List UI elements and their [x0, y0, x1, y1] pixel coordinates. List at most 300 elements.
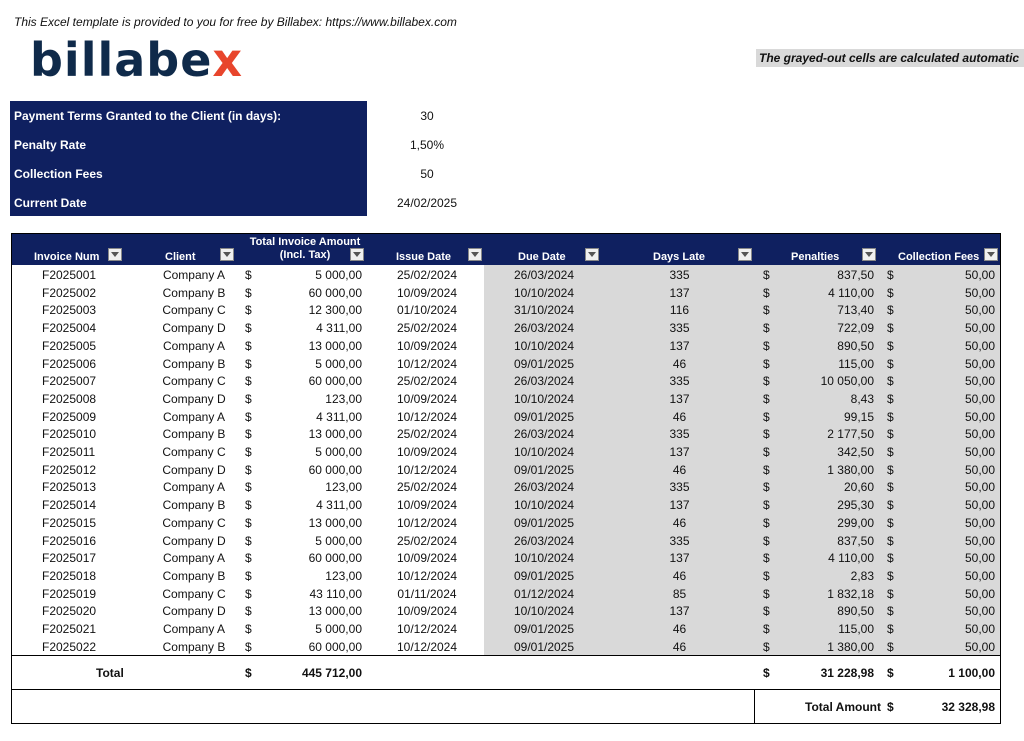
cell-amount[interactable]: 5 000,00 — [315, 445, 362, 459]
cell-issue-date[interactable]: 01/10/2024 — [396, 303, 458, 318]
totals-fees: 1 100,00 — [948, 666, 995, 680]
header-total-line1: Total Invoice Amount — [249, 236, 361, 248]
cell-amount-currency: $ — [245, 498, 252, 513]
cell-amount[interactable]: 5 000,00 — [315, 356, 362, 371]
cell-client[interactable]: Company C — [162, 303, 226, 318]
table-row — [12, 461, 1000, 479]
param-label-payment-terms: Payment Terms Granted to the Client (in days): — [14, 109, 282, 123]
cell-client[interactable]: Company A — [162, 551, 226, 566]
cell-invoice-num[interactable]: F2025001 — [42, 268, 97, 282]
cell-due-date[interactable]: 10/10/2024 — [513, 551, 575, 566]
cell-amount[interactable]: 123,00 — [325, 391, 362, 406]
cell-amount[interactable]: 13 000,00 — [308, 338, 362, 353]
cell-penalties-currency: $ — [763, 533, 770, 548]
cell-invoice-num[interactable]: F2025008 — [42, 391, 97, 406]
cell-invoice-num[interactable]: F2025022 — [42, 639, 97, 654]
header-due-date: Due Date — [518, 251, 566, 263]
cell-collection-fees[interactable]: 50,00 — [964, 303, 995, 318]
cell-days-late[interactable]: 137 — [669, 604, 690, 619]
cell-collection-fees[interactable]: 50,00 — [964, 533, 995, 548]
cell-amount-currency: $ — [245, 568, 252, 583]
cell-invoice-num[interactable]: F2025020 — [42, 604, 97, 619]
param-value-payment-terms[interactable]: 30 — [420, 109, 434, 123]
cell-amount-currency: $ — [245, 533, 252, 548]
cell-days-late[interactable]: 46 — [672, 515, 687, 530]
table-row — [12, 514, 1000, 532]
cell-issue-date[interactable]: 10/12/2024 — [396, 622, 458, 636]
totals-amount-currency: $ — [245, 666, 252, 680]
cell-due-date[interactable]: 26/03/2024 — [513, 268, 575, 282]
cell-invoice-num[interactable]: F2025012 — [42, 462, 97, 477]
cell-penalties[interactable]: 1 832,18 — [827, 586, 874, 601]
cell-client[interactable]: Company C — [162, 586, 226, 601]
cell-due-date[interactable]: 10/10/2024 — [513, 604, 575, 619]
filter-issue-date-icon[interactable] — [468, 248, 482, 261]
cell-penalties-currency: $ — [763, 321, 770, 336]
cell-client[interactable]: Company D — [162, 533, 226, 548]
cell-due-date[interactable]: 26/03/2024 — [513, 480, 575, 495]
totals-label: Total — [96, 666, 124, 680]
cell-penalties-currency: $ — [763, 303, 770, 318]
cell-penalties[interactable]: 837,50 — [837, 268, 874, 282]
billabex-logo — [30, 33, 244, 87]
cell-penalties-currency: $ — [763, 480, 770, 495]
cell-client[interactable]: Company A — [162, 268, 226, 282]
table-row — [12, 390, 1000, 408]
cell-penalties[interactable]: 713,40 — [837, 303, 874, 318]
cell-penalties[interactable]: 342,50 — [837, 445, 874, 459]
table-row — [12, 549, 1000, 567]
cell-collection-fees[interactable]: 50,00 — [964, 568, 995, 583]
cell-client[interactable]: Company B — [162, 568, 226, 583]
cell-penalties-currency: $ — [763, 551, 770, 566]
table-row — [12, 532, 1000, 550]
param-label-penalty-rate: Penalty Rate — [14, 138, 87, 152]
cell-penalties[interactable]: 837,50 — [837, 533, 874, 548]
cell-client[interactable]: Company B — [162, 285, 226, 300]
cell-invoice-num[interactable]: F2025013 — [42, 480, 97, 495]
cell-collection-fees[interactable]: 50,00 — [964, 445, 995, 459]
cell-issue-date[interactable]: 10/12/2024 — [396, 409, 458, 424]
cell-penalties[interactable]: 99,15 — [843, 409, 874, 424]
cell-invoice-num[interactable]: F2025006 — [42, 356, 97, 371]
cell-issue-date[interactable]: 10/12/2024 — [396, 568, 458, 583]
header-client: Client — [165, 251, 196, 263]
cell-collection-fees[interactable]: 50,00 — [964, 480, 995, 495]
table-row — [12, 319, 1000, 337]
cell-fees-currency: $ — [887, 338, 894, 353]
cell-penalties-currency: $ — [763, 604, 770, 619]
cell-amount[interactable]: 60 000,00 — [308, 462, 362, 477]
cell-penalties[interactable]: 4 110,00 — [828, 285, 874, 300]
param-label-collection-fees: Collection Fees — [14, 167, 103, 181]
cell-fees-currency: $ — [887, 604, 894, 619]
cell-collection-fees[interactable]: 50,00 — [964, 515, 995, 530]
table-row — [12, 425, 1000, 443]
header-issue-date: Issue Date — [396, 251, 452, 263]
cell-fees-currency: $ — [887, 639, 894, 654]
cell-penalties-currency: $ — [763, 285, 770, 300]
cell-days-late[interactable]: 137 — [669, 391, 690, 406]
cell-fees-currency: $ — [887, 445, 894, 459]
cell-due-date[interactable]: 01/12/2024 — [513, 586, 575, 601]
cell-collection-fees[interactable]: 50,00 — [964, 409, 995, 424]
param-label-current-date: Current Date — [14, 196, 87, 210]
cell-days-late[interactable]: 46 — [672, 622, 687, 636]
cell-amount-currency: $ — [245, 462, 252, 477]
totals-fees-currency: $ — [887, 666, 894, 680]
cell-client[interactable]: Company B — [162, 427, 226, 442]
cell-days-late[interactable]: 137 — [669, 338, 690, 353]
table-row — [12, 408, 1000, 426]
logo-x: x — [212, 33, 244, 87]
cell-penalties-currency: $ — [763, 568, 770, 583]
cell-client[interactable]: Company B — [162, 639, 226, 654]
cell-amount-currency: $ — [245, 586, 252, 601]
cell-due-date[interactable]: 09/01/2025 — [513, 462, 575, 477]
cell-due-date[interactable]: 26/03/2024 — [513, 374, 575, 389]
filter-total-icon[interactable] — [350, 248, 364, 261]
filter-due-date-icon[interactable] — [585, 248, 599, 261]
cell-days-late[interactable]: 335 — [669, 533, 690, 548]
cell-collection-fees[interactable]: 50,00 — [964, 622, 995, 636]
cell-amount[interactable]: 5 000,00 — [315, 533, 362, 548]
cell-amount[interactable]: 13 000,00 — [308, 427, 362, 442]
cell-penalties-currency: $ — [763, 338, 770, 353]
table-row — [12, 638, 1000, 656]
cell-client[interactable]: Company A — [162, 622, 226, 636]
cell-collection-fees[interactable]: 50,00 — [964, 551, 995, 566]
cell-amount[interactable]: 5 000,00 — [315, 622, 362, 636]
header-total-line2: (Incl. Tax) — [279, 249, 331, 261]
cell-fees-currency: $ — [887, 391, 894, 406]
cell-issue-date[interactable]: 10/09/2024 — [396, 391, 458, 406]
cell-penalties-currency: $ — [763, 462, 770, 477]
cell-invoice-num[interactable]: F2025009 — [42, 409, 97, 424]
cell-penalties[interactable]: 115,00 — [838, 622, 874, 636]
cell-days-late[interactable]: 137 — [669, 285, 690, 300]
cell-client[interactable]: Company A — [162, 409, 226, 424]
cell-fees-currency: $ — [887, 480, 894, 495]
cell-issue-date[interactable]: 10/09/2024 — [396, 285, 458, 300]
cell-fees-currency: $ — [887, 622, 894, 636]
cell-penalties-currency: $ — [763, 515, 770, 530]
cell-amount-currency: $ — [245, 268, 252, 282]
cell-amount[interactable]: 4 311,00 — [316, 321, 362, 336]
template-credit: This Excel template is provided to you for free by Billabex: https://www.billabex.com — [14, 15, 457, 29]
cell-client[interactable]: Company C — [162, 445, 226, 459]
cell-issue-date[interactable]: 25/02/2024 — [396, 374, 458, 389]
cell-amount[interactable]: 12 300,00 — [308, 303, 362, 318]
table-row — [12, 337, 1000, 355]
cell-fees-currency: $ — [887, 268, 894, 282]
filter-collection-fees-icon[interactable] — [984, 248, 998, 261]
header-invoice-num: Invoice Num — [34, 251, 100, 263]
cell-fees-currency: $ — [887, 285, 894, 300]
header-penalties: Penalties — [791, 251, 840, 263]
table-header — [12, 234, 1000, 265]
cell-fees-currency: $ — [887, 498, 894, 513]
cell-amount-currency: $ — [245, 338, 252, 353]
cell-issue-date[interactable]: 25/02/2024 — [396, 321, 458, 336]
cell-issue-date[interactable]: 25/02/2024 — [396, 268, 458, 282]
cell-client[interactable]: Company A — [162, 480, 226, 495]
cell-invoice-num[interactable]: F2025004 — [42, 321, 97, 336]
cell-invoice-num[interactable]: F2025018 — [42, 568, 97, 583]
cell-issue-date[interactable]: 10/12/2024 — [396, 515, 458, 530]
cell-amount[interactable]: 60 000,00 — [308, 551, 362, 566]
cell-collection-fees[interactable]: 50,00 — [964, 268, 995, 282]
totals-amount: 445 712,00 — [301, 666, 362, 680]
cell-due-date[interactable]: 10/10/2024 — [513, 445, 575, 459]
cell-penalties[interactable]: 295,30 — [837, 498, 874, 513]
cell-days-late[interactable]: 46 — [672, 409, 687, 424]
cell-client[interactable]: Company C — [162, 374, 226, 389]
cell-penalties[interactable]: 4 110,00 — [828, 551, 874, 566]
filter-days-late-icon[interactable] — [738, 248, 752, 261]
cell-issue-date[interactable]: 10/12/2024 — [396, 356, 458, 371]
cell-due-date[interactable]: 09/01/2025 — [513, 639, 575, 654]
cell-amount-currency: $ — [245, 303, 252, 318]
cell-days-late[interactable]: 335 — [669, 268, 690, 282]
table-row — [12, 602, 1000, 620]
cell-penalties[interactable]: 2,83 — [850, 568, 874, 583]
cell-amount[interactable]: 60 000,00 — [308, 374, 362, 389]
cell-collection-fees[interactable]: 50,00 — [964, 374, 995, 389]
cell-client[interactable]: Company B — [162, 498, 226, 513]
cell-collection-fees[interactable]: 50,00 — [964, 391, 995, 406]
param-value-current-date[interactable]: 24/02/2025 — [396, 196, 458, 210]
cell-amount-currency: $ — [245, 515, 252, 530]
totals-top-rule — [12, 655, 1000, 656]
cell-amount[interactable]: 5 000,00 — [315, 268, 362, 282]
logo-text: billabe — [30, 33, 213, 87]
cell-collection-fees[interactable]: 50,00 — [964, 462, 995, 477]
cell-invoice-num[interactable]: F2025016 — [42, 533, 97, 548]
cell-collection-fees[interactable]: 50,00 — [964, 586, 995, 601]
cell-client[interactable]: Company D — [162, 321, 226, 336]
cell-issue-date[interactable]: 25/02/2024 — [396, 480, 458, 495]
cell-fees-currency: $ — [887, 515, 894, 530]
cell-collection-fees[interactable]: 50,00 — [964, 338, 995, 353]
cell-amount-currency: $ — [245, 409, 252, 424]
cell-penalties-currency: $ — [763, 374, 770, 389]
cell-invoice-num[interactable]: F2025002 — [42, 285, 97, 300]
cell-due-date[interactable]: 10/10/2024 — [513, 338, 575, 353]
table-row — [12, 567, 1000, 585]
cell-invoice-num[interactable]: F2025019 — [42, 586, 97, 601]
cell-penalties[interactable]: 722,09 — [837, 321, 874, 336]
param-value-penalty-rate[interactable]: 1,50% — [409, 138, 445, 152]
cell-due-date[interactable]: 26/03/2024 — [513, 321, 575, 336]
cell-collection-fees[interactable]: 50,00 — [964, 356, 995, 371]
cell-amount[interactable]: 60 000,00 — [308, 639, 362, 654]
cell-collection-fees[interactable]: 50,00 — [964, 285, 995, 300]
cell-issue-date[interactable]: 10/09/2024 — [396, 338, 458, 353]
cell-penalties-currency: $ — [763, 445, 770, 459]
cell-penalties-currency: $ — [763, 356, 770, 371]
cell-penalties[interactable]: 1 380,00 — [827, 639, 874, 654]
cell-fees-currency: $ — [887, 568, 894, 583]
cell-issue-date[interactable]: 10/09/2024 — [396, 551, 458, 566]
cell-penalties[interactable]: 890,50 — [837, 604, 874, 619]
cell-client[interactable]: Company D — [162, 391, 226, 406]
cell-amount-currency: $ — [245, 427, 252, 442]
cell-amount-currency: $ — [245, 480, 252, 495]
cell-amount[interactable]: 13 000,00 — [308, 604, 362, 619]
cell-penalties[interactable]: 8,43 — [850, 391, 874, 406]
cell-penalties[interactable]: 299,00 — [837, 515, 874, 530]
cell-penalties[interactable]: 20,60 — [843, 480, 874, 495]
cell-issue-date[interactable]: 25/02/2024 — [396, 427, 458, 442]
total-amount-currency: $ — [887, 700, 894, 714]
table-row — [12, 496, 1000, 514]
cell-fees-currency: $ — [887, 321, 894, 336]
cell-invoice-num[interactable]: F2025017 — [42, 551, 97, 566]
cell-amount[interactable]: 123,00 — [325, 480, 362, 495]
cell-due-date[interactable]: 09/01/2025 — [513, 568, 575, 583]
table-row — [12, 620, 1000, 638]
table-row — [12, 284, 1000, 302]
table-row — [12, 372, 1000, 390]
cell-collection-fees[interactable]: 50,00 — [964, 427, 995, 442]
cell-amount-currency: $ — [245, 604, 252, 619]
cell-penalties[interactable]: 1 380,00 — [827, 462, 874, 477]
cell-penalties-currency: $ — [763, 391, 770, 406]
cell-penalties-currency: $ — [763, 409, 770, 424]
cell-fees-currency: $ — [887, 356, 894, 371]
cell-days-late[interactable]: 335 — [669, 480, 690, 495]
cell-amount-currency: $ — [245, 391, 252, 406]
totals-penalties: 31 228,98 — [820, 666, 874, 680]
cell-penalties[interactable]: 10 050,00 — [820, 374, 874, 389]
cell-collection-fees[interactable]: 50,00 — [964, 604, 995, 619]
cell-fees-currency: $ — [887, 462, 894, 477]
cell-days-late[interactable]: 335 — [669, 321, 690, 336]
cell-invoice-num[interactable]: F2025003 — [42, 303, 97, 318]
cell-amount[interactable]: 43 110,00 — [309, 586, 362, 601]
cell-issue-date[interactable]: 25/02/2024 — [396, 533, 458, 548]
cell-collection-fees[interactable]: 50,00 — [964, 498, 995, 513]
cell-amount[interactable]: 4 311,00 — [316, 409, 362, 424]
cell-due-date[interactable]: 26/03/2024 — [513, 533, 575, 548]
cell-client[interactable]: Company A — [162, 338, 226, 353]
cell-amount-currency: $ — [245, 445, 252, 459]
cell-invoice-num[interactable]: F2025015 — [42, 515, 97, 530]
cell-fees-currency: $ — [887, 533, 894, 548]
parameters-panel — [10, 101, 367, 216]
cell-client[interactable]: Company C — [162, 515, 226, 530]
cell-days-late[interactable]: 46 — [672, 639, 687, 654]
cell-fees-currency: $ — [887, 551, 894, 566]
cell-days-late[interactable]: 46 — [672, 356, 687, 371]
cell-days-late[interactable]: 335 — [669, 427, 690, 442]
cell-days-late[interactable]: 137 — [669, 551, 690, 566]
cell-issue-date[interactable]: 10/09/2024 — [396, 445, 458, 459]
cell-amount[interactable]: 60 000,00 — [308, 285, 362, 300]
cell-amount[interactable]: 123,00 — [325, 568, 362, 583]
cell-amount-currency: $ — [245, 551, 252, 566]
cell-penalties[interactable]: 115,00 — [838, 356, 874, 371]
filter-client-icon[interactable] — [220, 248, 234, 261]
cell-issue-date[interactable]: 10/09/2024 — [396, 604, 458, 619]
param-value-collection-fees[interactable]: 50 — [420, 167, 434, 181]
cell-penalties-currency: $ — [763, 639, 770, 654]
cell-collection-fees[interactable]: 50,00 — [964, 321, 995, 336]
cell-due-date[interactable]: 26/03/2024 — [513, 427, 575, 442]
cell-amount[interactable]: 13 000,00 — [308, 515, 362, 530]
cell-days-late[interactable]: 46 — [672, 568, 687, 583]
cell-penalties[interactable]: 2 177,50 — [827, 427, 874, 442]
table-row — [12, 478, 1000, 496]
cell-invoice-num[interactable]: F2025007 — [42, 374, 97, 389]
cell-issue-date[interactable]: 10/09/2024 — [396, 498, 458, 513]
cell-client[interactable]: Company D — [162, 462, 226, 477]
cell-client[interactable]: Company B — [162, 356, 226, 371]
cell-amount-currency: $ — [245, 285, 252, 300]
cell-penalties-currency: $ — [763, 268, 770, 282]
cell-due-date[interactable]: 10/10/2024 — [513, 498, 575, 513]
cell-fees-currency: $ — [887, 409, 894, 424]
cell-days-late[interactable]: 46 — [672, 462, 687, 477]
cell-issue-date[interactable]: 10/12/2024 — [396, 462, 458, 477]
filter-invoice-num-icon[interactable] — [108, 248, 122, 261]
table-row — [12, 585, 1000, 603]
cell-amount[interactable]: 4 311,00 — [316, 498, 362, 513]
cell-client[interactable]: Company D — [162, 604, 226, 619]
cell-penalties-currency: $ — [763, 586, 770, 601]
total-amount-value: 32 328,98 — [941, 700, 995, 714]
cell-amount-currency: $ — [245, 622, 252, 636]
cell-due-date[interactable]: 09/01/2025 — [513, 515, 575, 530]
cell-invoice-num[interactable]: F2025011 — [42, 445, 96, 459]
cell-due-date[interactable]: 10/10/2024 — [513, 391, 575, 406]
cell-due-date[interactable]: 09/01/2025 — [513, 409, 575, 424]
total-amount-divider — [754, 689, 755, 723]
cell-fees-currency: $ — [887, 303, 894, 318]
cell-issue-date[interactable]: 01/11/2024 — [397, 586, 457, 601]
cell-penalties[interactable]: 890,50 — [837, 338, 874, 353]
cell-due-date[interactable]: 31/10/2024 — [513, 303, 575, 318]
auto-calc-note: The grayed-out cells are calculated automatic — [756, 49, 1024, 67]
cell-days-late[interactable]: 137 — [669, 445, 690, 459]
table-row — [12, 266, 1000, 284]
totals-bottom-rule — [12, 689, 1000, 690]
cell-amount-currency: $ — [245, 356, 252, 371]
cell-invoice-num[interactable]: F2025005 — [42, 338, 97, 353]
cell-days-late[interactable]: 85 — [672, 586, 687, 601]
cell-invoice-num[interactable]: F2025021 — [42, 622, 97, 636]
table-row — [12, 355, 1000, 373]
cell-due-date[interactable]: 09/01/2025 — [513, 356, 575, 371]
cell-days-late[interactable]: 335 — [669, 374, 690, 389]
cell-amount-currency: $ — [245, 639, 252, 654]
cell-days-late[interactable]: 137 — [669, 498, 690, 513]
cell-issue-date[interactable]: 10/12/2024 — [396, 639, 458, 654]
cell-fees-currency: $ — [887, 586, 894, 601]
cell-penalties-currency: $ — [763, 427, 770, 442]
cell-due-date[interactable]: 10/10/2024 — [513, 285, 575, 300]
cell-invoice-num[interactable]: F2025014 — [42, 498, 97, 513]
table-row — [12, 443, 1000, 461]
cell-invoice-num[interactable]: F2025010 — [42, 427, 97, 442]
cell-fees-currency: $ — [887, 427, 894, 442]
cell-days-late[interactable]: 116 — [669, 303, 690, 318]
cell-due-date[interactable]: 09/01/2025 — [513, 622, 575, 636]
cell-collection-fees[interactable]: 50,00 — [964, 639, 995, 654]
cell-amount-currency: $ — [245, 321, 252, 336]
filter-penalties-icon[interactable] — [862, 248, 876, 261]
